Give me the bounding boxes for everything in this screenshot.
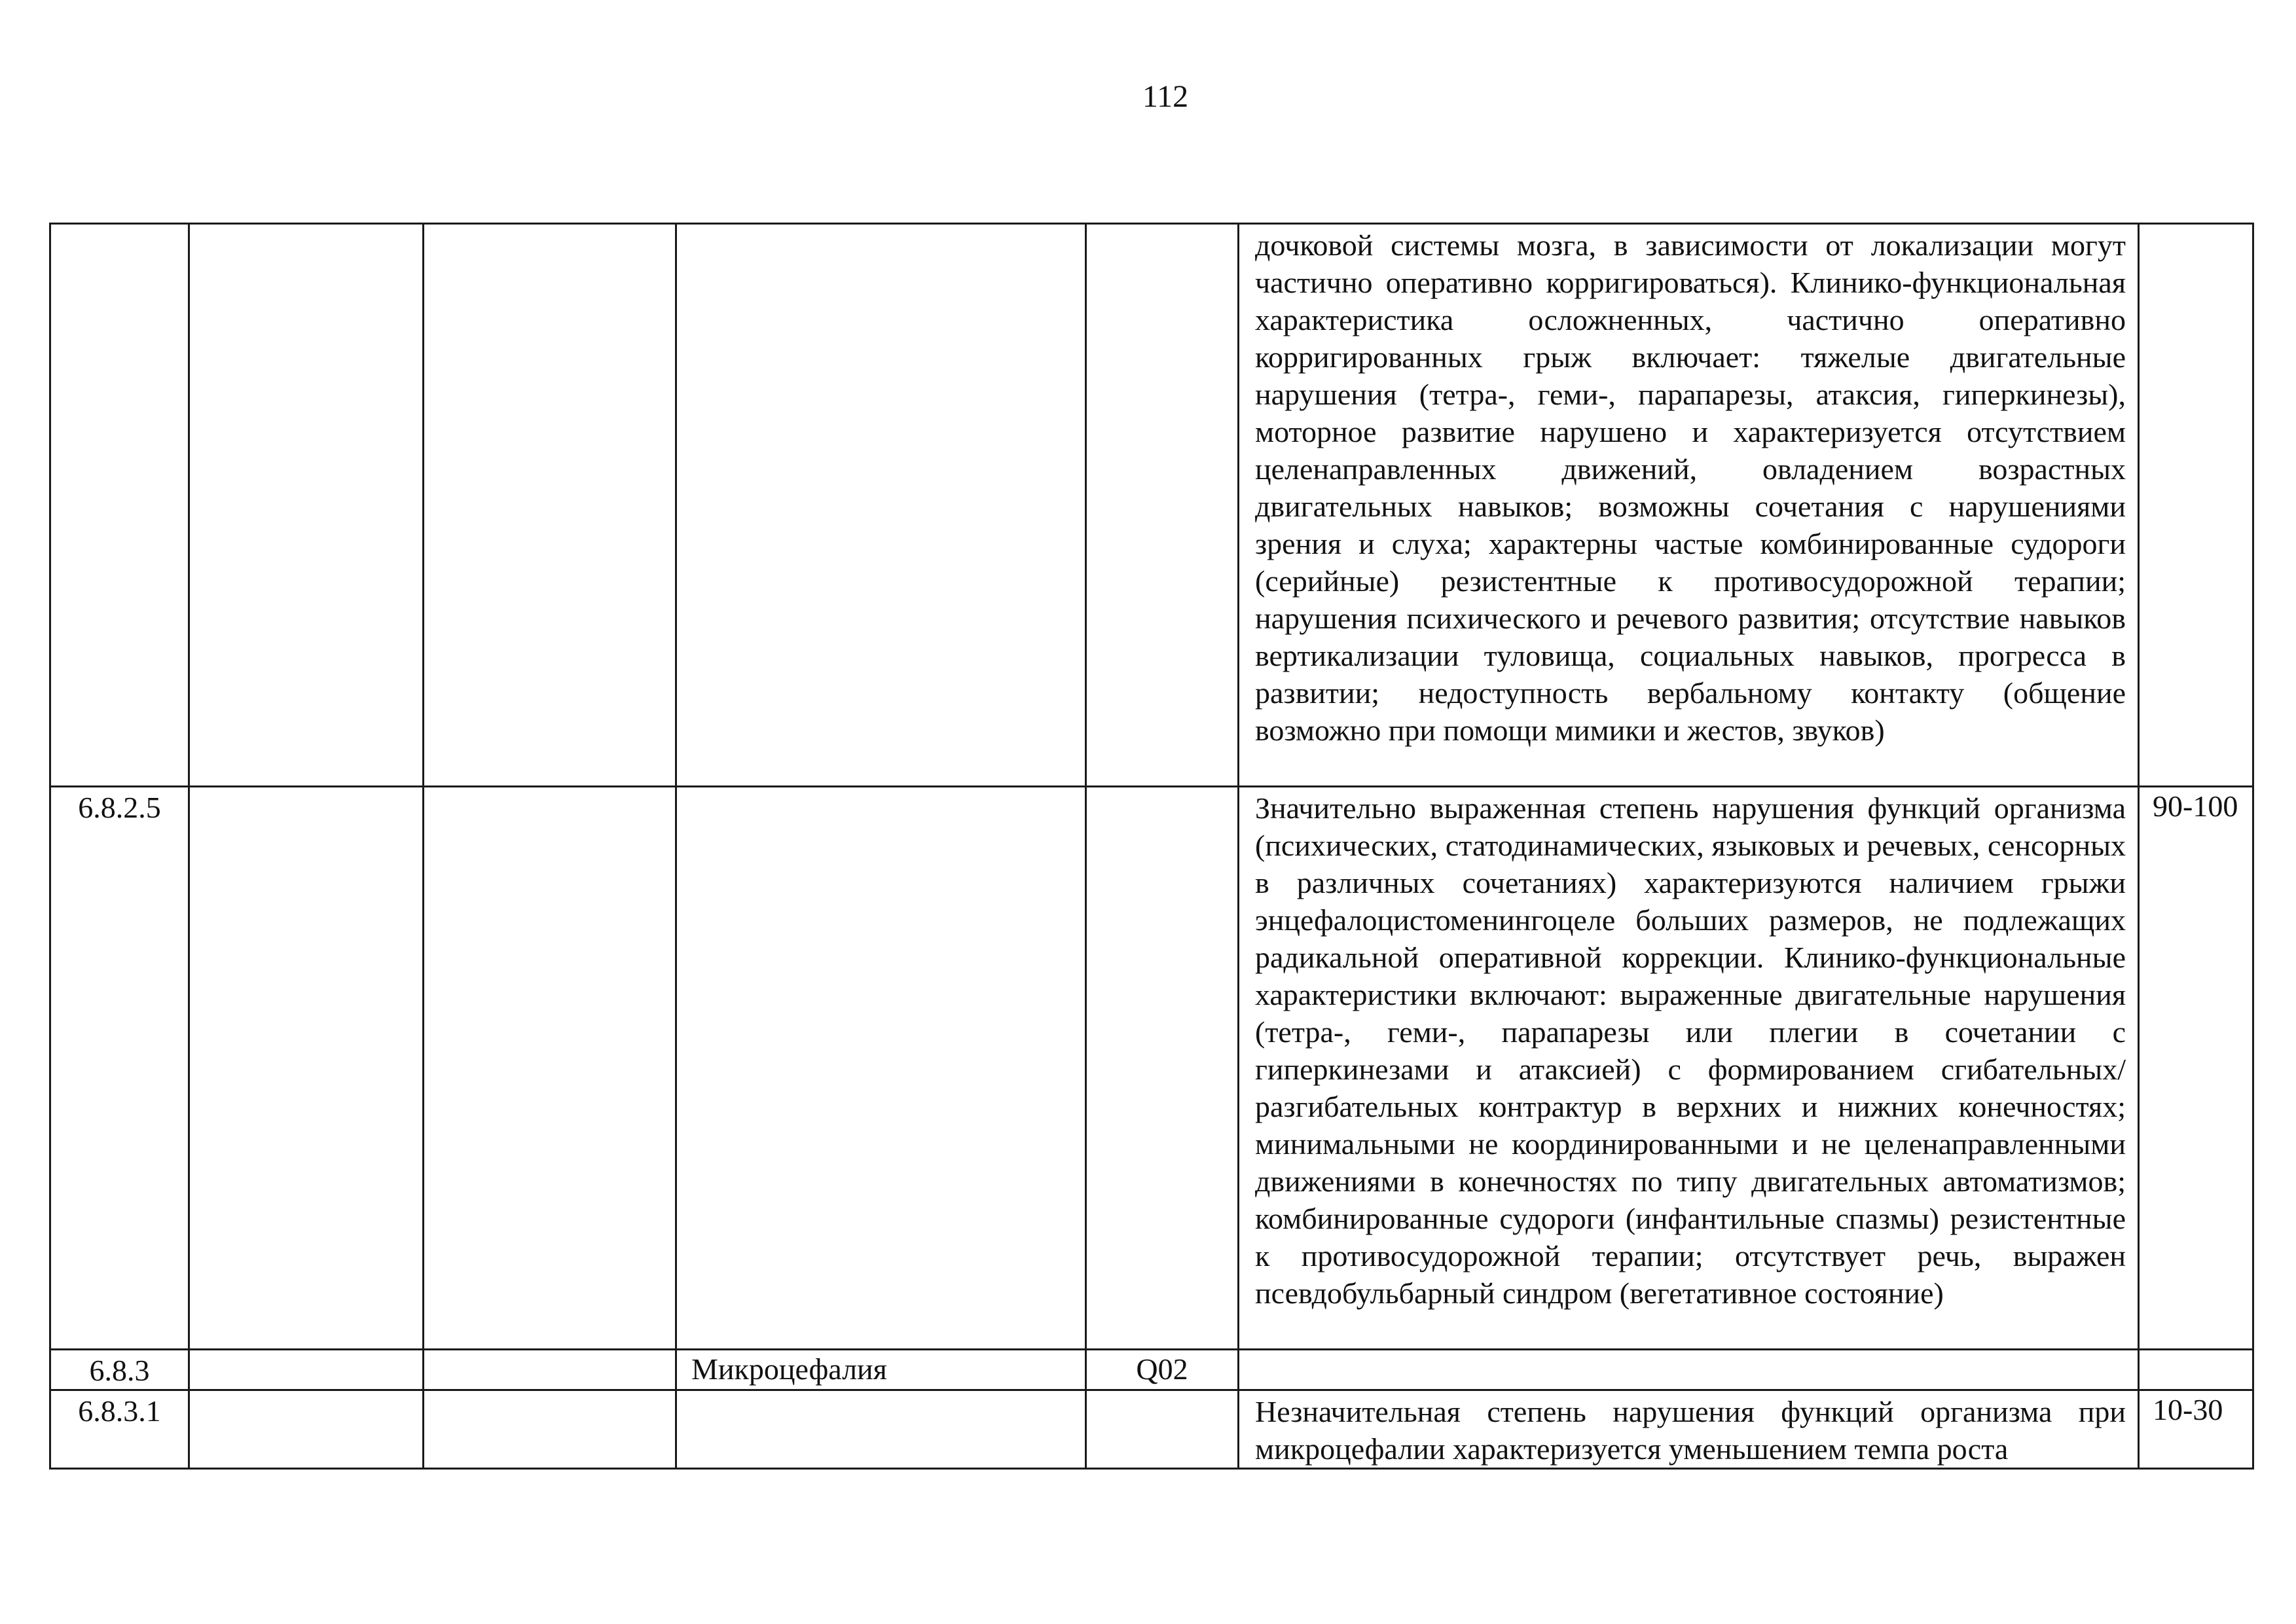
icd-code-cell	[1086, 787, 1239, 1350]
table-row	[50, 224, 2253, 787]
empty-cell	[189, 224, 424, 787]
code-cell: 6.8.2.5	[50, 787, 189, 1350]
icd-code-cell	[1086, 1390, 1239, 1469]
classification-table	[49, 223, 2254, 1470]
description-cell: дочковой системы мозга, в зависимости от локализации могут частично оперативно корригироваться). Клинико-функциональная характеристика осложненных, частично оперативно корригированных грыж включает: тяжелые двигательные нарушения (тетра-, геми-, парапарезы, атаксия, гиперкинезы), моторное развитие нарушено и характеризуется отсутствием целенаправленных движений, овладением возрастных двигательных навыков; возможны сочетания с нарушениями зрения и слуха; характерны частые комбинированные судороги (серийные) резистентные к противосудорожной терапии; нарушения психического и речевого развития; отсутствие навыков вертикализации туловища, социальных навыков, прогресса в развитии; недоступность вербальному контакту (общение возможно при помощи мимики и жестов, звуков)	[1239, 224, 2139, 787]
table-row	[50, 1350, 2253, 1390]
empty-cell	[424, 1350, 676, 1390]
name-cell	[676, 1390, 1086, 1469]
percent-cell	[2139, 1350, 2253, 1390]
table-row	[50, 1390, 2253, 1469]
icd-code-cell: Q02	[1086, 1350, 1239, 1390]
name-cell: Микроцефалия	[676, 1350, 1086, 1390]
code-cell: 6.8.3.1	[50, 1390, 189, 1469]
name-cell	[676, 787, 1086, 1350]
empty-cell	[189, 1390, 424, 1469]
code-cell	[50, 224, 189, 787]
description-cell: Значительно выраженная степень нарушения функций организма (психических, статодинамических, языковых и речевых, сенсорных в различных сочетаниях) характеризуются наличием грыжи энцефалоцистоменингоцеле больших размеров, не подлежащих радикальной оперативной коррекции. Клинико-функциональные характеристики включают: выраженные двигательные нарушения (тетра-, геми-, парапарезы или плегии в сочетании с гиперкинезами и атаксией) с формированием сгибательных/разгибательных контрактур в верхних и нижних конечностях; минимальными не координированными и не целенаправленными движениями в конечностях по типу двигательных автоматизмов; комбинированные судороги (инфантильные спазмы) резистентные к противосудорожной терапии; отсутствует речь, выражен псевдобульбарный синдром (вегетативное состояние)	[1239, 787, 2139, 1350]
empty-cell	[189, 1350, 424, 1390]
name-cell	[676, 224, 1086, 787]
empty-cell	[424, 224, 676, 787]
percent-cell: 90-100	[2139, 787, 2253, 1350]
empty-cell	[424, 1390, 676, 1469]
table-row	[50, 787, 2253, 1350]
page-number: 112	[1142, 79, 1189, 114]
code-cell: 6.8.3	[50, 1350, 189, 1390]
description-cell: Незначительная степень нарушения функций организма при микроцефалии характеризуется уменьшением темпа роста	[1239, 1390, 2139, 1469]
percent-cell	[2139, 224, 2253, 787]
empty-cell	[424, 787, 676, 1350]
icd-code-cell	[1086, 224, 1239, 787]
description-cell	[1239, 1350, 2139, 1390]
empty-cell	[189, 787, 424, 1350]
percent-cell: 10-30	[2139, 1390, 2253, 1469]
